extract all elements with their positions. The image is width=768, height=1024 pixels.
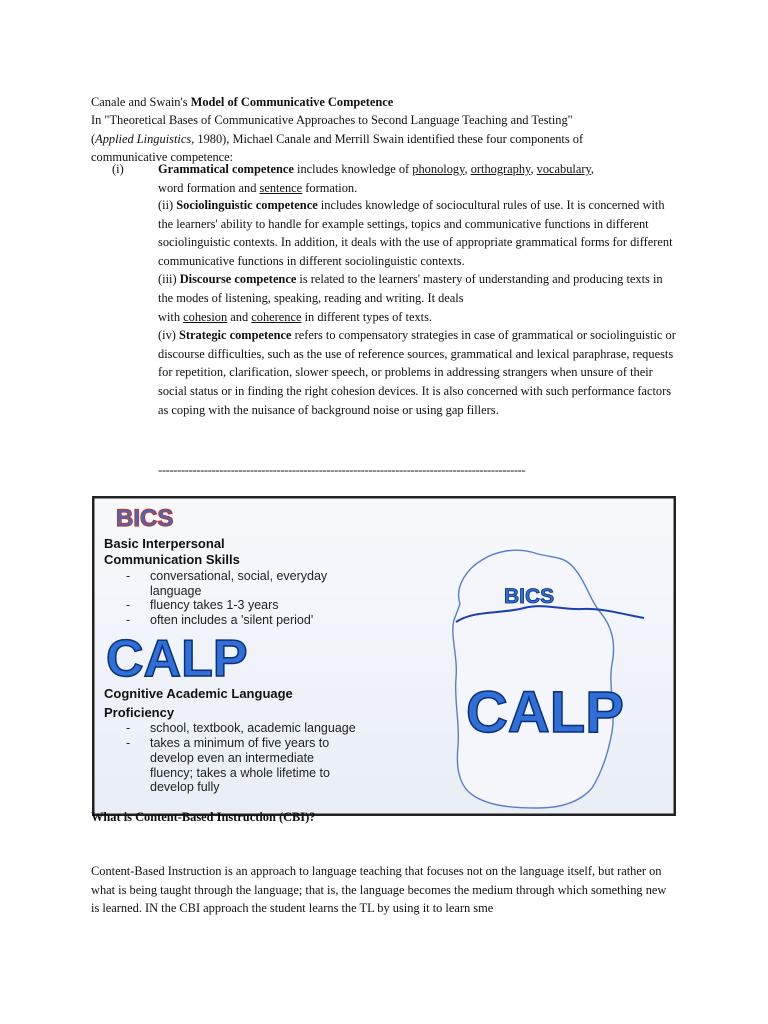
item-text: is related to the learners' mastery of understanding and producing texts in the modes of listening, speaking, reading and writing. It deals — [158, 272, 663, 305]
iceberg-bics-label: BICS — [504, 585, 555, 608]
link-orthography[interactable]: orthography — [470, 162, 531, 176]
term-discourse: Discourse competence — [179, 272, 297, 287]
term-strategic: Strategic competence — [179, 328, 292, 343]
item-text: includes knowledge of sociocultural rules of use. It is concerned with the learners' ability to handle for example settings, topics and communicative functions in different sociolinguistic contexts. In addition, it deals with the use of appropriate grammatical forms for different communicative functions in different sociolinguistic contexts. — [158, 198, 673, 268]
item-number: (iv) — [158, 328, 179, 343]
item-number: (i) — [112, 162, 124, 176]
bullet-mark: - — [126, 736, 131, 750]
list-item-discourse — [158, 270, 680, 326]
term-sociolinguistic: Sociolinguistic competence — [176, 198, 318, 212]
bics-description-line1: Basic Interpersonal — [104, 536, 225, 551]
separator-line: ------------------------------------------------------------------------------------------------ — [158, 463, 526, 477]
item-text: with — [158, 309, 184, 324]
bics-title: BICS — [116, 505, 174, 532]
intro-line3: communicative competence: — [91, 150, 234, 165]
heading-bold: Model of Communicative Competence — [190, 95, 394, 109]
item-text: in different types of texts. — [301, 309, 433, 324]
bics-description-line2: Communication Skills — [104, 552, 240, 567]
calp-bullet: school, textbook, academic language — [150, 721, 356, 735]
bics-bullet: fluency takes 1-3 years — [150, 598, 279, 612]
bullet-mark: - — [126, 721, 131, 735]
intro-paragraph — [91, 111, 651, 167]
intro-line1: In "Theoretical Bases of Communicative Approaches to Second Language Teaching and Testing" — [91, 113, 573, 127]
item-text: , — [590, 162, 595, 176]
link-sentence[interactable]: sentence — [259, 180, 303, 195]
cbi-heading-text: What is Content-Based Instruction (CBI)? — [91, 810, 316, 824]
calp-title: CALP — [106, 630, 248, 688]
bics-bullet: conversational, social, everyday — [150, 569, 328, 583]
bullet-mark: - — [126, 613, 131, 627]
item-text: word formation and — [158, 180, 260, 195]
calp-bullet: takes a minimum of five years to — [150, 736, 330, 750]
item-text: includes knowledge of — [293, 162, 413, 176]
item-text: refers to compensatory strategies in case of grammatical or sociolinguistic or discourse difficulties, such as the use of reference sources, grammatical and lexical paraphrase, requests for repetition, clarification, slower speech, or problems in addressing strangers when unsure of their social status or in finding the right cohesion devices. It is also concerned with such performance factors as coping with the nuisance of background noise or using gap fillers. — [158, 328, 676, 417]
link-phonology[interactable]: phonology — [412, 162, 465, 176]
cbi-heading — [91, 808, 315, 827]
journal-name: Applied Linguistics — [95, 131, 192, 146]
term-grammatical: Grammatical competence — [158, 162, 294, 176]
iceberg-calp-label: CALP — [466, 680, 624, 745]
calp-description-line1: Cognitive Academic Language — [104, 686, 293, 701]
bics-bullet: language — [150, 584, 202, 598]
calp-bullet: develop fully — [150, 780, 220, 794]
document-heading — [91, 93, 393, 112]
heading-prefix: Canale and Swain's — [91, 95, 191, 109]
cbi-paragraph: Content-Based Instruction is an approach to language teaching that focuses not on the language itself, but rather on what is being taught through the language; that is, the language becomes the medium through which something new is learned. IN the CBI approach the student learns the TL by using it to learn sme — [91, 864, 667, 916]
item-text: and — [227, 309, 252, 324]
item-text: , — [530, 162, 537, 176]
item-number: (iii) — [158, 272, 180, 287]
bullet-mark: - — [126, 598, 131, 612]
item-text: formation. — [302, 180, 358, 195]
list-item-strategic — [158, 326, 680, 419]
list-item-sociolinguistic — [158, 196, 680, 270]
intro-paren: ( — [91, 131, 96, 146]
intro-line2: , 1980), Michael Canale and Merrill Swain identified these four components of — [191, 131, 584, 146]
calp-bullet: develop even an intermediate — [150, 751, 315, 765]
item-text: , — [464, 162, 471, 176]
calp-description-line2: Proficiency — [104, 705, 175, 720]
calp-bullet: fluency; takes a whole lifetime to — [150, 766, 330, 780]
bics-bullet: often includes a 'silent period' — [150, 613, 314, 627]
bullet-mark: - — [126, 569, 131, 583]
link-vocabulary[interactable]: vocabulary — [536, 162, 591, 176]
link-coherence[interactable]: coherence — [251, 309, 302, 324]
item-number: (ii) — [158, 198, 177, 212]
bics-calp-figure — [92, 496, 676, 816]
competence-list — [158, 196, 680, 419]
link-cohesion[interactable]: cohesion — [183, 309, 228, 324]
